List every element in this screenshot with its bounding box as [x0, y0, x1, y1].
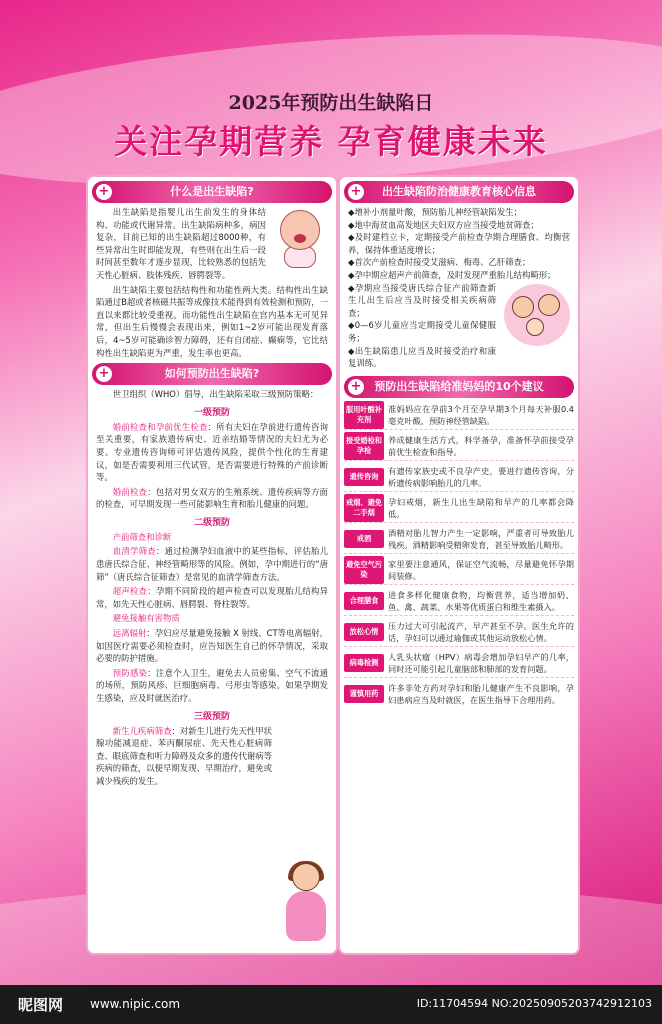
keyword: 超声检查: [112, 586, 148, 597]
tip-label: 放松心情: [344, 623, 384, 641]
core-item: ◆地中海贫血高发地区夫妇双方应当接受地贫筛查；: [348, 219, 539, 230]
keyword: 远离辐射: [112, 628, 147, 639]
section-title-what: [92, 181, 332, 203]
left-panel: [86, 175, 338, 955]
paragraph-text: ：对新生儿进行先天性甲状腺功能减退症、苯丙酮尿症、先天性心脏病筛查、眼底筛查和听力障碍及众多的遗传代谢病等疾病的筛查，以便早期发现、早期治疗，避免或减少残疾的发生。: [96, 725, 272, 786]
level-heading: 一级预防: [193, 407, 230, 418]
paragraph: 世卫组织（WHO）倡导，出生缺陷采取三级预防策略：: [112, 389, 319, 400]
tip-text: 酒精对胎儿智力产生一定影响，严重者可导致胎儿残疾。酒精影响受精卵发育，甚至导致胎儿畸形。: [388, 527, 574, 550]
paragraph: [88, 206, 336, 282]
tip-row: [344, 401, 574, 430]
core-item: ◆0—6岁儿童应当定期接受儿童保健服务；: [348, 320, 496, 343]
paragraph-text: ：通过检测孕妇血液中的某些指标，评估胎儿患唐氏综合征、神经管畸形等的风险。例如，孕中期进行的“唐筛”（唐氏综合征筛查）是常见的血清学筛查方法。: [96, 546, 329, 582]
tip-row: [344, 556, 574, 585]
paragraph: [88, 667, 336, 705]
level-heading: 三级预防: [193, 711, 230, 722]
tip-text: 许多非处方药对孕妇和胎儿健康产生不良影响，孕妇患病应当及时就医，在医生指导下合理用药。: [388, 682, 574, 705]
tip-text: 准妈妈应在孕前3个月至孕早期3个月每天补服0.4毫克叶酸，预防神经管缺陷。: [388, 403, 574, 426]
core-item: ◆孕期应当接受唐氏综合征产前筛查新生儿出生后应当及时接受相关疾病筛查；: [348, 282, 496, 318]
paragraph-text: ：注意个人卫生，避免去人员密集、空气不流通的场所，预防风疹、巨细胞病毒、弓形虫等感染。如果孕期发生感染，应及时就医治疗。: [96, 667, 329, 703]
tip-label: 谨慎用药: [344, 685, 384, 703]
keyword: 婚前检查和孕前优生检查: [112, 421, 208, 432]
watermark-footer: [0, 985, 662, 1024]
paragraph: [88, 725, 336, 788]
plus-icon: +: [348, 379, 364, 395]
keyword: 新生儿疾病筛查: [112, 725, 172, 736]
sub-heading: 避免接触有害物质: [112, 613, 180, 624]
core-item: ◆增补小剂量叶酸，预防胎儿神经管缺陷发生；: [348, 207, 522, 217]
tip-label: 遗传咨询: [344, 468, 384, 486]
tip-text: 人乳头状瘤（HPV）病毒会增加孕妇早产的几率，同时还可能引起儿童脑部和肺部的发育问题。: [388, 651, 574, 674]
plus-icon: +: [96, 366, 112, 382]
image-id: ID:11704594 NO:20250905203742912103: [416, 997, 652, 1010]
date-title: 2025年预防出生缺陷日: [228, 92, 434, 114]
tip-text: 压力过大可引起流产，早产甚至不孕。医生允许的话，孕妇可以通过瑜伽或其他运动放松心情。: [388, 620, 574, 643]
paragraph-text: 出生缺陷是指婴儿出生前发生的身体结构、功能或代谢异常。出生缺陷病种多，病因复杂，目前已知的出生缺陷超过8000种，有些异常出生时即能发现，有些则在出生后一段时间甚至数年才逐步显现，比较熟悉的包括先天性心脏病、肢体残疾、唇腭裂等。: [96, 207, 266, 280]
tip-row: [344, 432, 574, 461]
tip-text: 家里要注意通风，保证空气流畅，尽量避免怀孕期间装修。: [388, 558, 574, 581]
tip-text: 有遗传家族史或不良孕产史，要进行遗传咨询，分析遗传病影响胎儿的几率。: [388, 465, 574, 488]
paragraph: [88, 627, 336, 665]
core-item: ◆出生缺陷患儿应当及时接受治疗和康复训练。: [348, 345, 496, 369]
core-item: ◆及时建档立卡，定期接受产前检查孕期合理膳食、均衡营养，保持体重适度增长；: [348, 232, 570, 255]
tip-label: 戒酒: [344, 530, 384, 548]
tip-text: 孕妇戒烟，新生儿出生缺陷和早产的几率都会降低。: [388, 496, 574, 519]
crying-baby-illustration: [270, 208, 328, 270]
core-item: ◆孕中期应超声产前筛查，及时发现严重胎儿结构畸形；: [348, 269, 556, 280]
keyword: 血清学筛查: [112, 546, 156, 557]
tip-row: [344, 680, 574, 708]
tip-label: 合理膳食: [344, 592, 384, 610]
section-title-text: 预防出生缺陷给准妈妈的10个建议: [374, 379, 544, 393]
section-title-text: 什么是出生缺陷?: [170, 185, 254, 198]
tip-label: 病毒检测: [344, 654, 384, 672]
section-title-text: 出生缺陷防治健康教育核心信息: [382, 185, 536, 198]
tip-label: 服用叶酸补充剂: [344, 401, 384, 429]
tip-row: [344, 525, 574, 554]
section-title-text: 如何预防出生缺陷?: [164, 367, 260, 381]
paragraph: [88, 421, 336, 484]
tip-row: [344, 463, 574, 492]
paragraph-text: ：所有夫妇在孕前进行遗传咨询至关重要，有家族遗传病史、近亲结婚等情况的夫妇尤为必要。专业遗传咨询师可评估遗传风险，提供个性化的生育建议，如是否需要利用三代试管，是否需要进行特殊的产前诊断等。: [96, 421, 328, 483]
tip-label: 戒烟、避免二手烟: [344, 494, 384, 522]
paragraph-text: ：孕妇应尽量避免接触 X 射线、CT等电离辐射，如因医疗需要必须检查时，应告知医生自己的怀孕情况，采取必要的防护措施。: [96, 628, 328, 664]
pregnant-woman-illustration: [278, 863, 334, 943]
level-heading: 二级预防: [193, 517, 230, 528]
sub-heading: 产前筛查和诊断: [112, 531, 172, 542]
tip-row: [344, 587, 574, 616]
paragraph: [88, 486, 336, 511]
paragraph-text: ：孕期不同阶段的超声检查可以发现胎儿结构异常，如先天性心脏病、唇腭裂、脊柱裂等。: [96, 586, 329, 609]
core-info-list: [340, 206, 578, 370]
paragraph: [88, 585, 336, 610]
tip-row: [344, 618, 574, 647]
keyword: 预防感染: [112, 667, 148, 678]
paragraph-text: ：包括对男女双方的生殖系统、遗传疾病等方面的检查，可早期发现一些可能影响生育和胎儿健康的问题。: [96, 486, 329, 510]
site-url: www.nipic.com: [90, 997, 181, 1011]
tip-row: [344, 649, 574, 678]
section-title-tips: [344, 376, 574, 398]
section-title-core-info: [344, 181, 574, 203]
family-heart-illustration: [500, 284, 570, 348]
right-panel: [338, 175, 580, 955]
tip-label: 接受婚检和孕检: [344, 432, 384, 460]
plus-icon: +: [348, 184, 364, 200]
paragraph: 出生缺陷主要包括结构性和功能性两大类。结构性出生缺陷通过B超或者核磁共振等成像技术能得到有效检测和预防，一直以来都比较受重视。而功能性出生缺陷在宫内基本无可见异常，但出生后慢慢会表现出来，例如1~2岁可能出现发育落后，4~5岁可能确诊智力障碍，还有自闭症、癫痫等，它比结构性出生缺陷更为严重，发生率也更高。: [96, 284, 328, 358]
tips-list: [340, 401, 578, 708]
plus-icon: +: [96, 184, 112, 200]
core-item: ◆首次产前检查时接受艾滋病、梅毒、乙肝筛查；: [348, 257, 531, 268]
tip-text: 养成健康生活方式，科学备孕，准备怀孕前接受孕前优生检查和指导。: [388, 434, 574, 457]
site-logo: 昵图网: [18, 996, 64, 1014]
main-title: 关注孕期营养 孕育健康未来: [114, 122, 548, 161]
tip-label: 避免空气污染: [344, 556, 384, 584]
tip-row: [344, 494, 574, 523]
section-title-how: [92, 363, 332, 385]
paragraph: [88, 545, 336, 583]
tip-text: 进食多样化健康食物，均衡营养，适当增加奶、鱼、禽、蔬菜、水果等优质蛋白和维生素摄入。: [388, 589, 574, 612]
keyword: 婚前检查: [112, 486, 148, 497]
